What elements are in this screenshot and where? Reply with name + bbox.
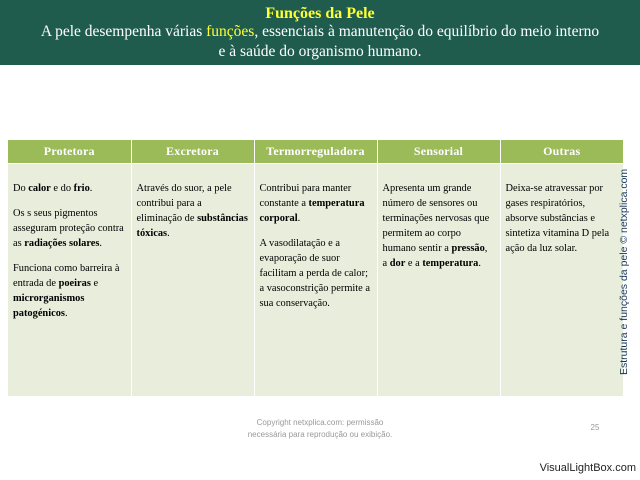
cell-text: Funciona como barreira à entrada de: [13, 263, 120, 289]
cell-text: e do: [50, 183, 74, 194]
cell-text: Contribui para manter constante a: [259, 183, 352, 209]
subtitle-text-1: A pele desempenha várias: [40, 23, 207, 40]
cell-paragraph: [13, 206, 126, 251]
cell-paragraph: [13, 181, 126, 196]
cell-text: .: [297, 213, 301, 224]
page-number: 25: [590, 423, 600, 432]
slide-subtitle: [0, 22, 640, 62]
functions-table: [8, 140, 623, 396]
cell-text: Os s seus pigmentos asseguram proteção contra as: [13, 208, 124, 249]
copyright-footer: [200, 417, 440, 441]
table-header-row: [8, 140, 623, 164]
copyright-line-1: Copyright netxplica.com: permissão: [256, 418, 384, 427]
cell-text: .: [89, 183, 93, 194]
cell-protetora: [8, 164, 131, 397]
subtitle-highlight: funções: [206, 23, 255, 40]
bold-term: calor: [28, 183, 51, 194]
subtitle-line-2: e à saúde do organismo humano.: [218, 43, 422, 60]
copyright-line-2: necessária para reprodução ou exibição.: [247, 430, 393, 439]
subtitle-text-2: , essenciais à manutenção do equilíbrio do meio interno: [254, 23, 600, 40]
cell-text: Apresenta um grande número de sensores ou terminações nervosas que permitem ao corpo humano sentir a: [382, 183, 490, 254]
cell-text: .: [478, 258, 481, 269]
bold-term: radiações solares: [24, 238, 100, 249]
slide-header: [0, 0, 640, 65]
cell-termorreguladora: [254, 164, 377, 397]
cell-paragraph: [506, 181, 619, 256]
cell-text: .: [99, 238, 103, 249]
header-outras: Outras: [500, 140, 623, 164]
cell-paragraph: [137, 181, 249, 241]
watermark-text: VisualLightBox.com: [539, 462, 636, 474]
slide-title: Funções da Pele: [265, 5, 375, 22]
bold-term: poeiras: [58, 278, 91, 289]
cell-text: e: [90, 278, 99, 289]
side-credit-text: Estrutura e funções da pele © netxplica.com: [618, 168, 630, 375]
bold-term: pressão: [451, 243, 485, 254]
header-sensorial: Sensorial: [377, 140, 500, 164]
cell-paragraph: [383, 181, 495, 271]
bold-term: temperatura corporal: [259, 198, 365, 224]
cell-paragraph: [260, 236, 372, 311]
cell-text: Através do suor, a pele contribui para a eliminação de: [136, 183, 232, 224]
bold-term: temperatura: [422, 258, 479, 269]
header-excretora: Excretora: [131, 140, 254, 164]
cell-text: Deixa-se atravessar por gases respiratórios, absorve substâncias e sintetiza vitamina D pela ação da luz solar.: [505, 183, 610, 254]
cell-text: .: [167, 228, 170, 239]
cell-text: A vasodilatação e a evaporação de suor facilitam a perda de calor; a vasoconstrição permite a sua conservação.: [259, 238, 370, 309]
table-row: [8, 164, 623, 397]
cell-paragraph: [13, 261, 126, 321]
cell-outras: [500, 164, 623, 397]
bold-term: substâncias tóxicas: [136, 213, 248, 239]
cell-text: e a: [405, 258, 423, 269]
bold-term: microrganismos patogénicos: [13, 293, 85, 319]
cell-sensorial: [377, 164, 500, 397]
cell-text: Do: [13, 183, 29, 194]
header-protetora: Protetora: [8, 140, 131, 164]
cell-text: , a: [382, 243, 488, 269]
cell-text: .: [64, 308, 68, 319]
bold-term: frio: [73, 183, 90, 194]
cell-excretora: [131, 164, 254, 397]
header-termorreguladora: Termorreguladora: [254, 140, 377, 164]
bold-term: dor: [389, 258, 406, 269]
cell-paragraph: [260, 181, 372, 226]
